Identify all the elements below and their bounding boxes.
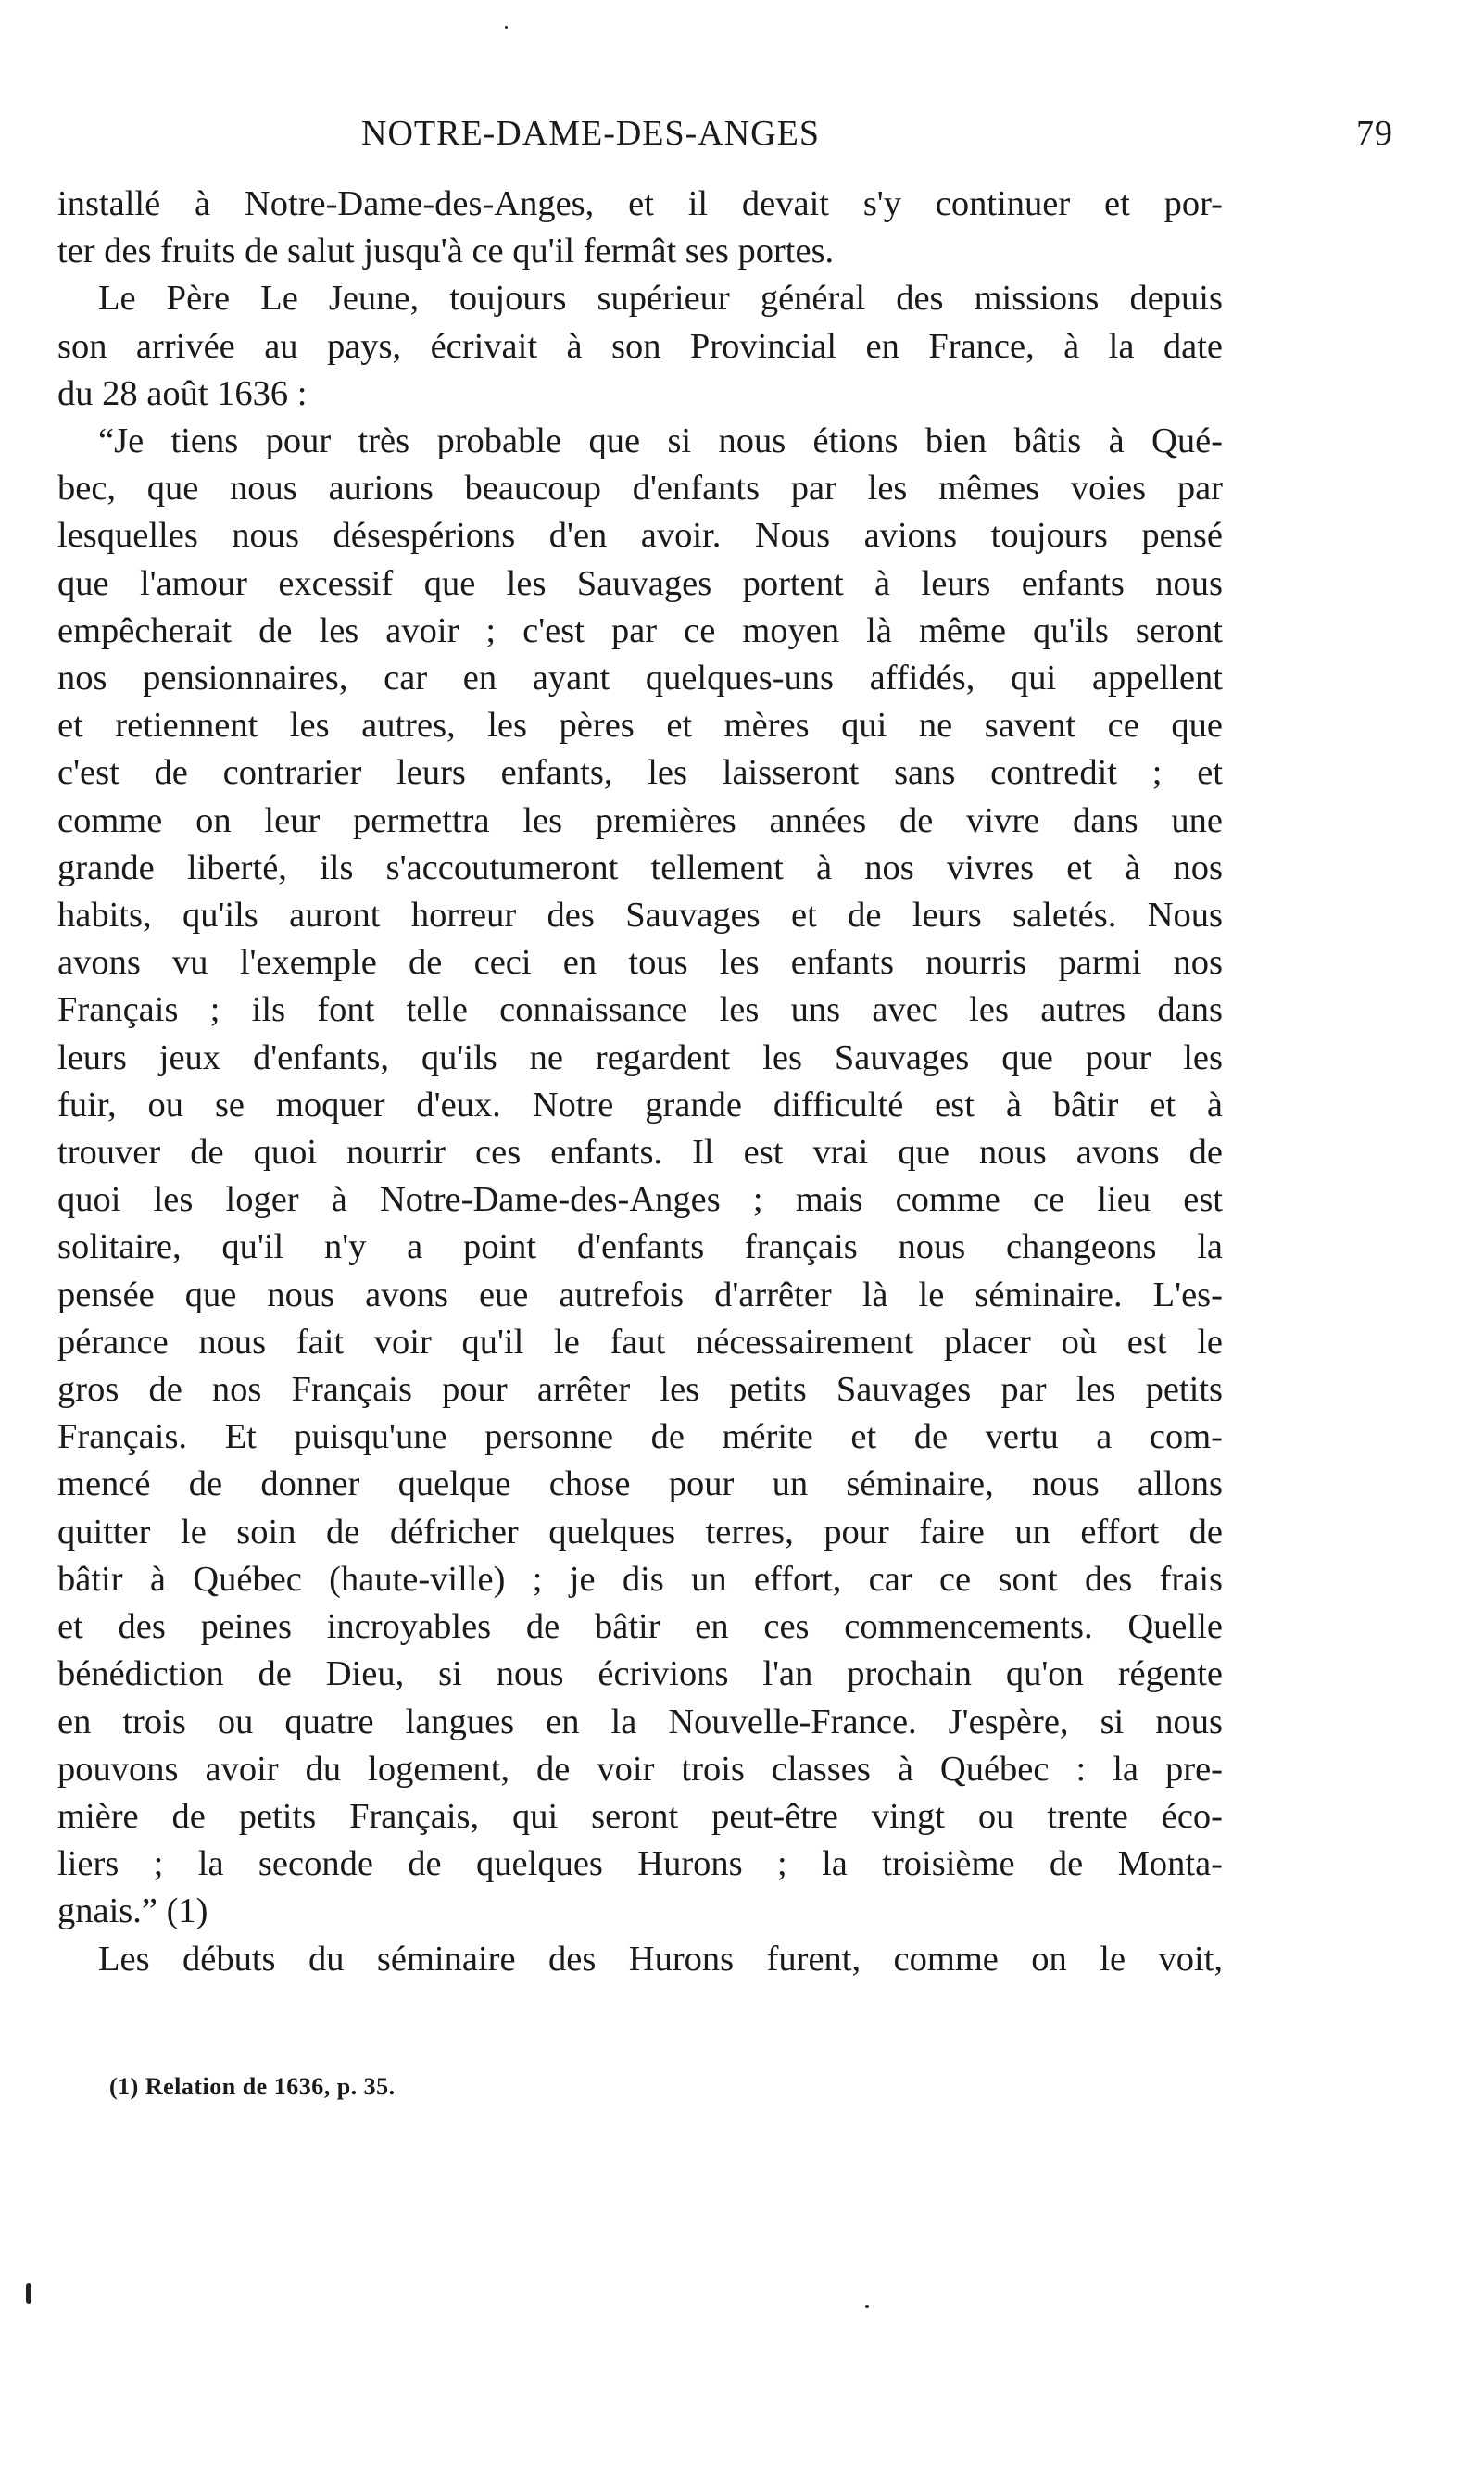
text-line: pouvons avoir du logement, de voir trois classes à Québec : la pre- <box>57 1749 1223 1789</box>
text-line: avons vu l'exemple de ceci en tous les enfants nourris parmi nos <box>57 943 1223 983</box>
text-line: gnais.” (1) <box>57 1891 208 1931</box>
text-line: nos pensionnaires, car en ayant quelques-uns affidés, qui appellent <box>57 659 1223 698</box>
footnote: (1) Relation de 1636, p. 35. <box>109 2073 396 2100</box>
running-title: NOTRE-DAME-DES-ANGES <box>361 114 820 153</box>
text-line: lesquelles nous désespérions d'en avoir. Nous avions toujours pensé <box>57 516 1223 556</box>
ink-speck <box>865 2305 869 2308</box>
text-line: liers ; la seconde de quelques Hurons ; la troisième de Monta- <box>57 1844 1223 1884</box>
text-line: gros de nos Français pour arrêter les petits Sauvages par les petits <box>57 1370 1223 1410</box>
text-line: installé à Notre-Dame-des-Anges, et il devait s'y continuer et por- <box>57 184 1223 223</box>
text-line: mière de petits Français, qui seront peut-être vingt ou trente éco- <box>57 1796 1223 1836</box>
text-line: pérance nous fait voir qu'il le faut nécessairement placer où est le <box>57 1322 1223 1362</box>
text-line: Français. Et puisqu'une personne de mérite et de vertu a com- <box>57 1417 1223 1457</box>
text-line: quitter le soin de défricher quelques terres, pour faire un effort de <box>57 1512 1223 1552</box>
text-line: mencé de donner quelque chose pour un séminaire, nous allons <box>57 1464 1223 1504</box>
text-line: son arrivée au pays, écrivait à son Provincial en France, à la date <box>57 326 1223 366</box>
text-line: fuir, ou se moquer d'eux. Notre grande difficulté est à bâtir et à <box>57 1085 1223 1125</box>
text-line: du 28 août 1636 : <box>57 373 308 413</box>
text-line: Le Père Le Jeune, toujours supérieur général des missions depuis <box>98 279 1223 319</box>
ink-speck <box>26 2283 31 2304</box>
text-line: et des peines incroyables de bâtir en ces commencements. Quelle <box>57 1607 1223 1647</box>
text-line: et retiennent les autres, les pères et mères qui ne savent ce que <box>57 706 1223 746</box>
text-line: bec, que nous aurions beaucoup d'enfants par les mêmes voies par <box>57 469 1223 509</box>
body-text <box>57 181 1223 1983</box>
text-line: empêcherait de les avoir ; c'est par ce moyen là même qu'ils seront <box>57 610 1223 650</box>
text-line: ter des fruits de salut jusqu'à ce qu'il fermât ses portes. <box>57 232 835 271</box>
ink-speck <box>505 26 508 29</box>
text-line: comme on leur permettra les premières années de vivre dans une <box>57 800 1223 840</box>
text-line: quoi les loger à Notre-Dame-des-Anges ; mais comme ce lieu est <box>57 1180 1223 1220</box>
text-line: leurs jeux d'enfants, qu'ils ne regardent les Sauvages que pour les <box>57 1037 1223 1077</box>
text-line: c'est de contrarier leurs enfants, les laisseront sans contredit ; et <box>57 753 1223 793</box>
text-line: bénédiction de Dieu, si nous écrivions l'an prochain qu'on régente <box>57 1654 1223 1694</box>
text-line: en trois ou quatre langues en la Nouvelle-France. J'espère, si nous <box>57 1702 1223 1741</box>
text-line: solitaire, qu'il n'y a point d'enfants français nous changeons la <box>57 1227 1223 1267</box>
text-line: Français ; ils font telle connaissance les uns avec les autres dans <box>57 990 1223 1030</box>
text-line: “Je tiens pour très probable que si nous étions bien bâtis à Qué- <box>98 421 1223 461</box>
text-line: Les débuts du séminaire des Hurons furent, comme on le voit, <box>98 1939 1223 1979</box>
text-line: trouver de quoi nourrir ces enfants. Il est vrai que nous avons de <box>57 1133 1223 1173</box>
page-header <box>74 113 1410 169</box>
text-line: grande liberté, ils s'accoutumeront tellement à nos vivres et à nos <box>57 848 1223 887</box>
text-line: bâtir à Québec (haute-ville) ; je dis un effort, car ce sont des frais <box>57 1559 1223 1599</box>
text-line: habits, qu'ils auront horreur des Sauvages et de leurs saletés. Nous <box>57 896 1223 936</box>
text-line: que l'amour excessif que les Sauvages portent à leurs enfants nous <box>57 563 1223 603</box>
page-number: 79 <box>1356 114 1393 153</box>
text-line: pensée que nous avons eue autrefois d'arrêter là le séminaire. L'es- <box>57 1275 1223 1314</box>
